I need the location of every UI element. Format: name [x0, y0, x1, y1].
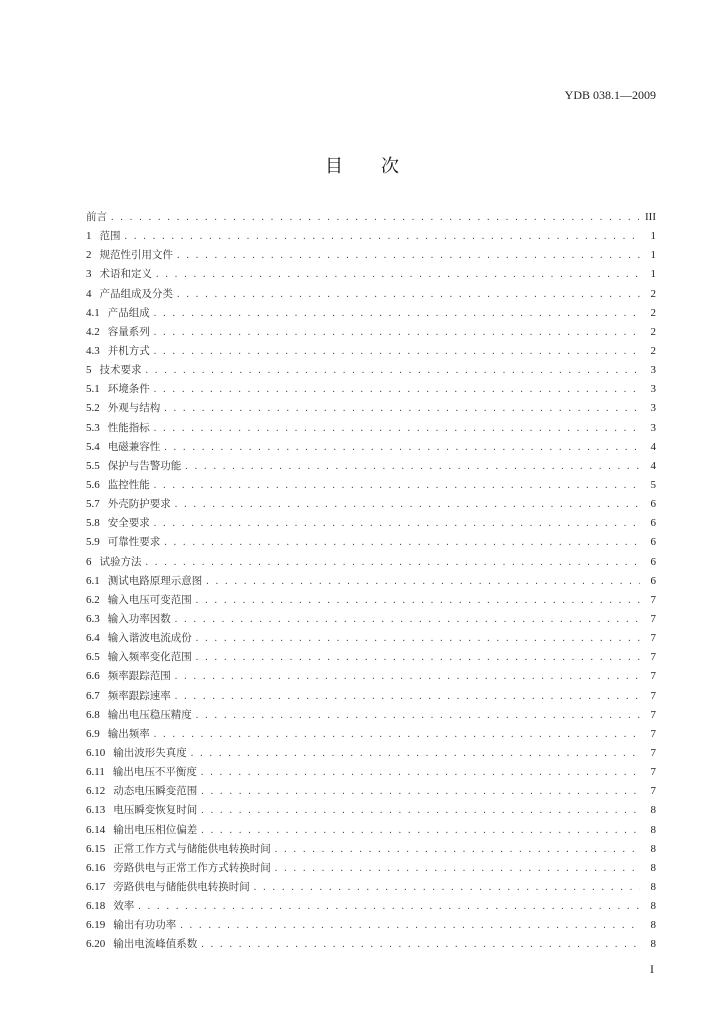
toc-entry-page: 2	[650, 344, 656, 357]
toc-entry-title: 动态电压瞬变范围	[113, 785, 198, 798]
toc-entry-page: 7	[650, 727, 656, 740]
toc-entry-title: 性能指标	[107, 421, 150, 434]
toc-leader-dots	[154, 323, 640, 342]
toc-leader-dots	[177, 246, 640, 265]
toc-entry-title: 正常工作方式与储能供电转换时间	[113, 842, 271, 855]
toc-entry-title: 安全要求	[107, 517, 150, 530]
toc-entry-number: 5.8	[86, 517, 100, 530]
toc-entry-title: 输出有功功率	[113, 919, 177, 932]
toc-leader-dots	[175, 610, 640, 629]
toc-entry-number: 6.11	[86, 766, 105, 779]
toc-leader-dots	[154, 380, 640, 399]
toc-leader-dots	[154, 419, 640, 438]
toc-entry-page: 7	[650, 746, 656, 759]
toc-entry-page: 7	[650, 785, 656, 798]
toc-entry-page: 1	[650, 249, 656, 262]
toc-entry-number: 6.14	[86, 823, 106, 836]
toc-entry-page: 3	[650, 383, 656, 396]
toc-entry-number: 6.8	[86, 708, 100, 721]
toc-entry-page: 8	[650, 900, 656, 913]
toc-entry-number: 6.13	[86, 804, 106, 817]
page-number: I	[650, 962, 654, 976]
toc-leader-dots	[154, 514, 640, 533]
toc-entry-title: 输出电压相位偏差	[113, 823, 198, 836]
toc-entry[interactable]	[86, 782, 656, 801]
toc-entry-page: 6	[650, 517, 656, 530]
toc-entry-page: 7	[650, 632, 656, 645]
toc-entry[interactable]	[86, 438, 656, 457]
toc-entry-number: 5	[86, 364, 92, 377]
toc-entry[interactable]	[86, 878, 656, 897]
toc-leader-dots	[206, 572, 640, 591]
toc-entry-page: 3	[650, 402, 656, 415]
toc-entry-number: 6.6	[86, 670, 100, 683]
toc-leader-dots	[156, 265, 640, 284]
toc-entry-title: 电压瞬变恢复时间	[113, 804, 198, 817]
toc-entry-number: 5.2	[86, 402, 100, 415]
toc-leader-dots	[201, 801, 640, 820]
toc-leader-dots	[164, 438, 640, 457]
toc-entry[interactable]	[86, 591, 656, 610]
toc-entry[interactable]	[86, 610, 656, 629]
toc-entry-number: 1	[86, 230, 92, 243]
toc-entry-title: 旁路供电与储能供电转换时间	[113, 880, 250, 893]
toc-leader-dots	[111, 208, 639, 227]
toc-entry-number: 5.5	[86, 459, 100, 472]
document-code: YDB 038.1—2009	[564, 88, 656, 102]
toc-entry[interactable]	[86, 897, 656, 916]
toc-entry-number: 6.10	[86, 746, 106, 759]
toc-entry-number: 6.7	[86, 689, 100, 702]
toc-entry-page: 6	[650, 574, 656, 587]
toc-leader-dots	[275, 859, 640, 878]
toc-entry-number: 6.12	[86, 785, 106, 798]
toc-entry-page: 8	[650, 842, 656, 855]
toc-entry-page: 7	[650, 612, 656, 625]
toc-entry[interactable]	[86, 821, 656, 840]
toc-entry-page: 2	[650, 325, 656, 338]
toc-leader-dots	[154, 342, 640, 361]
toc-entry-page: 8	[650, 861, 656, 874]
toc-entry-title: 输入频率变化范围	[107, 651, 192, 664]
toc-entry-number: 6.20	[86, 938, 106, 951]
toc-entry[interactable]	[86, 246, 656, 265]
toc-entry-page: 5	[650, 478, 656, 491]
toc-entry-page: 7	[650, 670, 656, 683]
toc-leader-dots	[196, 629, 640, 648]
toc-leader-dots	[175, 687, 640, 706]
toc-leader-dots	[185, 457, 640, 476]
toc-entry[interactable]	[86, 323, 656, 342]
toc-entry-title: 外观与结构	[107, 402, 161, 415]
toc-entry[interactable]	[86, 514, 656, 533]
toc-entry-title: 输出电压不平衡度	[112, 766, 197, 779]
toc-entry-page: 8	[650, 919, 656, 932]
toc-entry-title: 输入电压可变范围	[107, 593, 192, 606]
toc-entry[interactable]	[86, 725, 656, 744]
toc-leader-dots	[201, 763, 640, 782]
toc-entry-title: 环境条件	[107, 383, 150, 396]
toc-entry-title: 效率	[113, 900, 135, 913]
toc-entry-page: III	[645, 211, 656, 223]
toc-entry-title: 电磁兼容性	[107, 440, 161, 453]
toc-entry-page: 7	[650, 766, 656, 779]
toc-entry-title: 频率跟踪范围	[107, 670, 171, 683]
toc-entry[interactable]	[86, 208, 656, 227]
toc-entry-page: 1	[650, 268, 656, 281]
toc-entry-page: 8	[650, 804, 656, 817]
toc-entry[interactable]	[86, 227, 656, 246]
toc-entry-number: 4.1	[86, 306, 100, 319]
toc-leader-dots	[175, 667, 640, 686]
toc-entry[interactable]	[86, 361, 656, 380]
toc-entry-number: 3	[86, 268, 92, 281]
toc-entry[interactable]	[86, 916, 656, 935]
toc-entry-title: 并机方式	[107, 344, 150, 357]
toc-entry[interactable]	[86, 572, 656, 591]
toc-entry-page: 6	[650, 498, 656, 511]
toc-entry-page: 7	[650, 651, 656, 664]
toc-entry[interactable]	[86, 706, 656, 725]
toc-entry-title: 输入谐波电流成份	[107, 632, 192, 645]
toc-entry[interactable]	[86, 859, 656, 878]
toc-leader-dots	[164, 399, 640, 418]
toc-entry-title: 产品组成及分类	[99, 287, 173, 300]
toc-entry-number: 2	[86, 249, 92, 262]
toc-leader-dots	[180, 916, 640, 935]
toc-entry-number: 5.3	[86, 421, 100, 434]
toc-entry[interactable]	[86, 648, 656, 667]
toc-leader-dots	[146, 553, 641, 572]
toc-entry[interactable]	[86, 763, 656, 782]
toc-entry-number: 4.3	[86, 344, 100, 357]
toc-entry-number: 6.5	[86, 651, 100, 664]
toc-leader-dots	[201, 782, 640, 801]
toc-entry-title: 输出电压稳压精度	[107, 708, 192, 721]
toc-leader-dots	[177, 285, 640, 304]
toc-leader-dots	[146, 361, 641, 380]
toc-entry-number: 6.18	[86, 900, 106, 913]
toc-leader-dots	[196, 706, 640, 725]
toc-entry[interactable]	[86, 744, 656, 763]
toc-entry[interactable]	[86, 285, 656, 304]
toc-entry-title: 试验方法	[99, 555, 142, 568]
toc-entry-number: 4	[86, 287, 92, 300]
toc-entry[interactable]	[86, 419, 656, 438]
toc-entry[interactable]	[86, 342, 656, 361]
toc-entry-number: 6.19	[86, 919, 106, 932]
toc-leader-dots	[201, 935, 640, 954]
toc-entry[interactable]	[86, 553, 656, 572]
toc-entry-title: 产品组成	[107, 306, 150, 319]
toc-entry[interactable]	[86, 935, 656, 954]
toc-entry[interactable]	[86, 687, 656, 706]
toc-entry-page: 7	[650, 689, 656, 702]
toc-entry-number: 6.16	[86, 861, 106, 874]
toc-entry[interactable]	[86, 399, 656, 418]
toc-entry[interactable]	[86, 457, 656, 476]
toc-leader-dots	[138, 897, 640, 916]
toc-entry-number: 5.6	[86, 478, 100, 491]
toc-entry-number: 5.9	[86, 536, 100, 549]
toc-leader-dots	[196, 591, 640, 610]
toc-entry-page: 7	[650, 593, 656, 606]
toc-entry-number: 6.1	[86, 574, 100, 587]
toc-entry-number: 5.1	[86, 383, 100, 396]
toc-entry-page: 8	[650, 823, 656, 836]
toc-entry[interactable]	[86, 533, 656, 552]
toc-entry-title: 规范性引用文件	[99, 249, 173, 262]
toc-leader-dots	[196, 648, 640, 667]
toc-entry[interactable]	[86, 476, 656, 495]
toc-entry-page: 4	[650, 459, 656, 472]
toc-entry-page: 4	[650, 440, 656, 453]
toc-entry[interactable]	[86, 840, 656, 859]
toc-leader-dots	[154, 725, 640, 744]
toc-leader-dots	[154, 476, 640, 495]
toc-entry-title: 保护与告警功能	[107, 459, 182, 472]
toc-entry-title: 前言	[86, 211, 107, 223]
toc-entry-number: 5.4	[86, 440, 100, 453]
toc-entry-title: 术语和定义	[99, 268, 152, 281]
toc-entry[interactable]	[86, 667, 656, 686]
toc-leader-dots	[275, 840, 640, 859]
toc-entry[interactable]	[86, 265, 656, 284]
toc-entry-page: 6	[650, 536, 656, 549]
toc-entry-number: 6	[86, 555, 92, 568]
table-of-contents	[86, 208, 656, 954]
toc-entry-number: 6.2	[86, 593, 100, 606]
toc-leader-dots	[125, 227, 641, 246]
toc-entry-title: 输出电流峰值系数	[113, 938, 198, 951]
toc-entry[interactable]	[86, 380, 656, 399]
toc-title: 目次	[325, 156, 437, 177]
toc-entry-page: 2	[650, 306, 656, 319]
toc-entry-number: 6.4	[86, 632, 100, 645]
toc-entry-page: 7	[650, 708, 656, 721]
toc-entry-title: 范围	[99, 230, 121, 243]
toc-entry[interactable]	[86, 495, 656, 514]
toc-entry-title: 旁路供电与正常工作方式转换时间	[113, 861, 271, 874]
toc-entry-title: 输入功率因数	[107, 612, 171, 625]
toc-leader-dots	[154, 304, 640, 323]
toc-leader-dots	[191, 744, 640, 763]
toc-entry-title: 监控性能	[107, 478, 150, 491]
toc-entry-page: 1	[650, 230, 656, 243]
toc-entry-number: 6.17	[86, 880, 106, 893]
toc-leader-dots	[254, 878, 640, 897]
toc-entry-page: 2	[650, 287, 656, 300]
toc-entry-title: 技术要求	[99, 364, 142, 377]
toc-entry-title: 容量系列	[107, 325, 150, 338]
toc-leader-dots	[164, 533, 640, 552]
toc-entry-page: 8	[650, 938, 656, 951]
toc-entry-number: 6.15	[86, 842, 106, 855]
toc-entry[interactable]	[86, 304, 656, 323]
toc-entry-title: 可靠性要求	[107, 536, 161, 549]
toc-entry-page: 8	[650, 880, 656, 893]
toc-entry-number: 4.2	[86, 325, 100, 338]
toc-entry-title: 输出频率	[107, 727, 150, 740]
toc-entry[interactable]	[86, 629, 656, 648]
toc-entry-title: 外壳防护要求	[107, 498, 171, 511]
toc-entry[interactable]	[86, 801, 656, 820]
toc-entry-number: 6.9	[86, 727, 100, 740]
toc-entry-number: 5.7	[86, 498, 100, 511]
toc-entry-page: 3	[650, 364, 656, 377]
toc-entry-title: 频率跟踪速率	[107, 689, 171, 702]
toc-entry-title: 测试电路原理示意图	[107, 574, 203, 587]
toc-entry-title: 输出波形失真度	[113, 746, 187, 759]
toc-leader-dots	[201, 821, 640, 840]
toc-entry-page: 6	[650, 555, 656, 568]
toc-entry-number: 6.3	[86, 612, 100, 625]
toc-entry-page: 3	[650, 421, 656, 434]
toc-leader-dots	[175, 495, 640, 514]
